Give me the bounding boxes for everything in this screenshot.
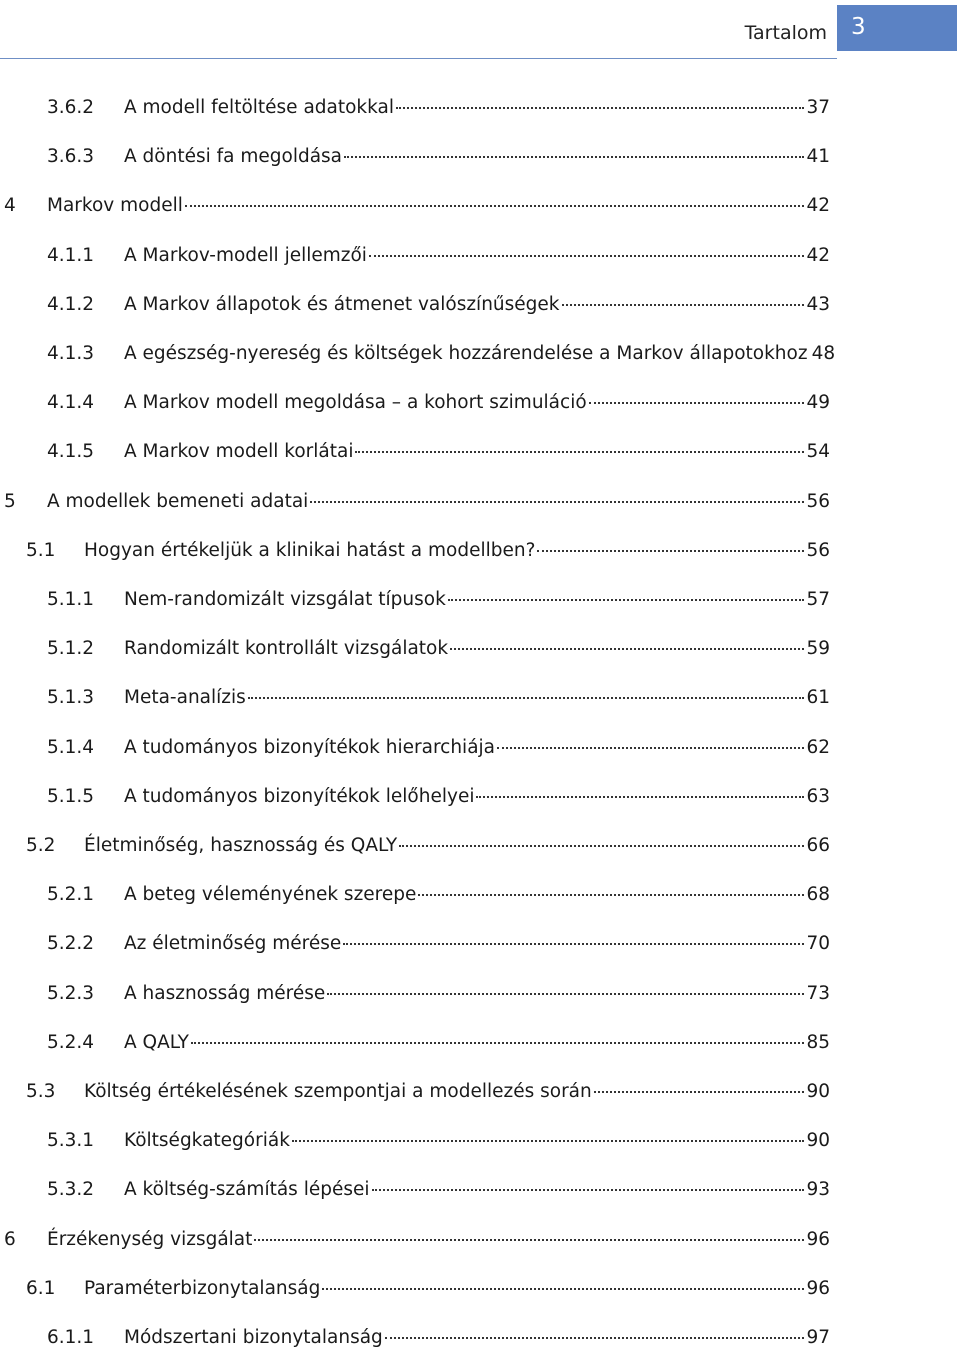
toc-entry[interactable]	[0, 734, 960, 762]
toc-entry-page: 57	[806, 589, 830, 610]
toc-entry-number: 4.1.4	[47, 392, 95, 413]
toc-entry-title: Nem-randomizált vizsgálat típusok	[124, 589, 446, 610]
toc-entry[interactable]	[0, 291, 960, 319]
toc-entry-title: Randomizált kontrollált vizsgálatok	[124, 638, 449, 659]
toc-entry-title: Meta-analízis	[124, 687, 246, 708]
toc-entry-page: 54	[806, 441, 830, 462]
header-divider	[0, 58, 837, 59]
toc-entry-title: Az életminőség mérése	[124, 933, 342, 954]
dot-leader	[191, 1041, 805, 1044]
dot-leader	[497, 746, 804, 749]
toc-entry-number: 5.3	[26, 1081, 56, 1102]
dot-leader	[448, 598, 805, 601]
toc-entry-title: A egészség-nyereség és költségek hozzárendelése a Markov állapotokhoz	[124, 343, 808, 364]
toc-entry-page: 59	[806, 638, 830, 659]
dot-leader	[589, 401, 805, 404]
toc-entry-number: 5.2.1	[47, 884, 95, 905]
toc-entry-title: Markov modell	[47, 195, 183, 216]
dot-leader	[562, 303, 805, 306]
toc-entry[interactable]	[0, 783, 960, 811]
toc-entry-number: 5.2	[26, 835, 56, 856]
toc-entry[interactable]	[0, 684, 960, 712]
toc-entry[interactable]	[0, 1029, 960, 1057]
toc-entry[interactable]	[0, 438, 960, 466]
toc-entry-number: 6.1.1	[47, 1327, 95, 1348]
dot-leader	[248, 696, 805, 699]
toc-entry-number: 3.6.3	[47, 146, 95, 167]
dot-leader	[343, 942, 804, 945]
toc-entry-page: 42	[806, 245, 830, 266]
toc-entry-page: 66	[806, 835, 830, 856]
dot-leader	[369, 254, 805, 257]
toc-entry-number: 5.2.4	[47, 1032, 95, 1053]
toc-entry-title: Módszertani bizonytalanság	[124, 1327, 383, 1348]
toc-entry-title: A döntési fa megoldása	[124, 146, 343, 167]
toc-entry-number: 5.3.1	[47, 1130, 95, 1151]
toc-entry[interactable]	[0, 1324, 960, 1352]
toc-entry-title: A modell feltöltése adatokkal	[124, 97, 395, 118]
header-title: Tartalom	[744, 22, 827, 44]
toc-entry-page: 61	[806, 687, 830, 708]
toc-entry[interactable]	[0, 389, 960, 417]
toc-entry-page: 70	[806, 933, 830, 954]
toc-entry-page: 49	[806, 392, 830, 413]
toc-entry[interactable]	[0, 192, 960, 220]
toc-entry-page: 37	[806, 97, 830, 118]
toc-entry-title: A Markov modell korlátai	[124, 441, 354, 462]
toc-entry-number: 5.3.2	[47, 1179, 95, 1200]
dot-leader	[322, 1287, 804, 1290]
toc-entry-page: 96	[806, 1229, 830, 1250]
toc-entry[interactable]	[0, 1226, 960, 1254]
toc-entry-number: 6.1	[26, 1278, 56, 1299]
toc-entry-page: 93	[806, 1179, 830, 1200]
toc-entry-page: 41	[806, 146, 830, 167]
dot-leader	[450, 647, 804, 650]
dot-leader	[372, 1188, 805, 1191]
toc-entry-page: 90	[806, 1081, 830, 1102]
toc-entry-page: 43	[806, 294, 830, 315]
toc-entry-number: 4.1.5	[47, 441, 95, 462]
toc-entry-title: A Markov állapotok és átmenet valószínűségek	[124, 294, 560, 315]
dot-leader	[537, 549, 804, 552]
dot-leader	[310, 500, 804, 503]
toc-entry-page: 85	[806, 1032, 830, 1053]
toc-entry[interactable]	[0, 537, 960, 565]
toc-entry[interactable]	[0, 340, 960, 368]
toc-entry-number: 5.1.3	[47, 687, 95, 708]
toc-entry[interactable]	[0, 1275, 960, 1303]
toc-entry[interactable]	[0, 930, 960, 958]
toc-entry-number: 5.2.3	[47, 983, 95, 1004]
toc-entry-title: Érzékenység vizsgálat	[47, 1229, 253, 1250]
toc-entry-title: Életminőség, hasznosság és QALY	[84, 835, 398, 856]
toc-entry-number: 3.6.2	[47, 97, 95, 118]
toc-entry-number: 4.1.1	[47, 245, 95, 266]
toc-entry-page: 96	[806, 1278, 830, 1299]
toc-entry-title: A QALY	[124, 1032, 189, 1053]
toc-entry-title: A modellek bemeneti adatai	[47, 491, 309, 512]
dot-leader	[292, 1139, 805, 1142]
toc-entry-number: 5.1.2	[47, 638, 95, 659]
dot-leader	[396, 106, 804, 109]
toc-entry-number: 5.1	[26, 540, 56, 561]
toc-entry[interactable]	[0, 242, 960, 270]
toc-entry[interactable]	[0, 586, 960, 614]
toc-entry-page: 63	[806, 786, 830, 807]
toc-entry-page: 73	[806, 983, 830, 1004]
toc-entry-page: 90	[806, 1130, 830, 1151]
dot-leader	[355, 450, 804, 453]
toc-entry-number: 5.1.1	[47, 589, 95, 610]
dot-leader	[185, 204, 805, 207]
toc-entry[interactable]	[0, 980, 960, 1008]
toc-entry-title: A költség-számítás lépései	[124, 1179, 370, 1200]
toc-entry-title: A tudományos bizonyítékok hierarchiája	[124, 737, 496, 758]
toc-entry[interactable]	[0, 1127, 960, 1155]
toc-entry-number: 5.2.2	[47, 933, 95, 954]
toc-entry-number: 5.1.5	[47, 786, 95, 807]
toc-entry-page: 56	[806, 491, 830, 512]
toc-entry-number: 5	[4, 491, 16, 512]
toc-entry-title: A Markov modell megoldása – a kohort szimuláció	[124, 392, 587, 413]
dot-leader	[327, 992, 804, 995]
toc-entry-number: 6	[4, 1229, 16, 1250]
toc-entry-number: 4	[4, 195, 16, 216]
dot-leader	[399, 844, 804, 847]
toc-entry-page: 62	[806, 737, 830, 758]
toc-entry[interactable]	[0, 1078, 960, 1106]
toc-entry-title: A Markov-modell jellemzői	[124, 245, 367, 266]
toc-entry-page: 42	[806, 195, 830, 216]
dot-leader	[344, 155, 804, 158]
toc-entry-page: 48	[811, 343, 836, 364]
page-number: 3	[851, 14, 866, 40]
toc-entry-number: 4.1.3	[47, 343, 95, 364]
toc-entry[interactable]	[0, 832, 960, 860]
toc-entry-number: 4.1.2	[47, 294, 95, 315]
dot-leader	[385, 1336, 805, 1339]
dot-leader	[418, 893, 804, 896]
toc-entry[interactable]	[0, 881, 960, 909]
toc-entry-number: 5.1.4	[47, 737, 95, 758]
toc-entry[interactable]	[0, 94, 960, 122]
toc-entry[interactable]	[0, 488, 960, 516]
toc-entry-title: Költség értékelésének szempontjai a modellezés során	[84, 1081, 592, 1102]
toc-entry-title: Hogyan értékeljük a klinikai hatást a modellben?	[84, 540, 536, 561]
toc-entry-title: A beteg véleményének szerepe	[124, 884, 417, 905]
toc-entry-title: A hasznosság mérése	[124, 983, 326, 1004]
page-number-box	[837, 5, 957, 51]
toc-entry[interactable]	[0, 1176, 960, 1204]
dot-leader	[254, 1238, 804, 1241]
toc-entry[interactable]	[0, 143, 960, 171]
dot-leader	[594, 1090, 805, 1093]
toc-entry-title: Paraméterbizonytalanság	[84, 1278, 321, 1299]
toc-entry-page: 97	[806, 1327, 830, 1348]
toc-entry-title: A tudományos bizonyítékok lelőhelyei	[124, 786, 475, 807]
toc-entry-page: 56	[806, 540, 830, 561]
toc-entry-title: Költségkategóriák	[124, 1130, 290, 1151]
toc-entry-page: 68	[806, 884, 830, 905]
dot-leader	[476, 795, 804, 798]
toc-entry[interactable]	[0, 635, 960, 663]
